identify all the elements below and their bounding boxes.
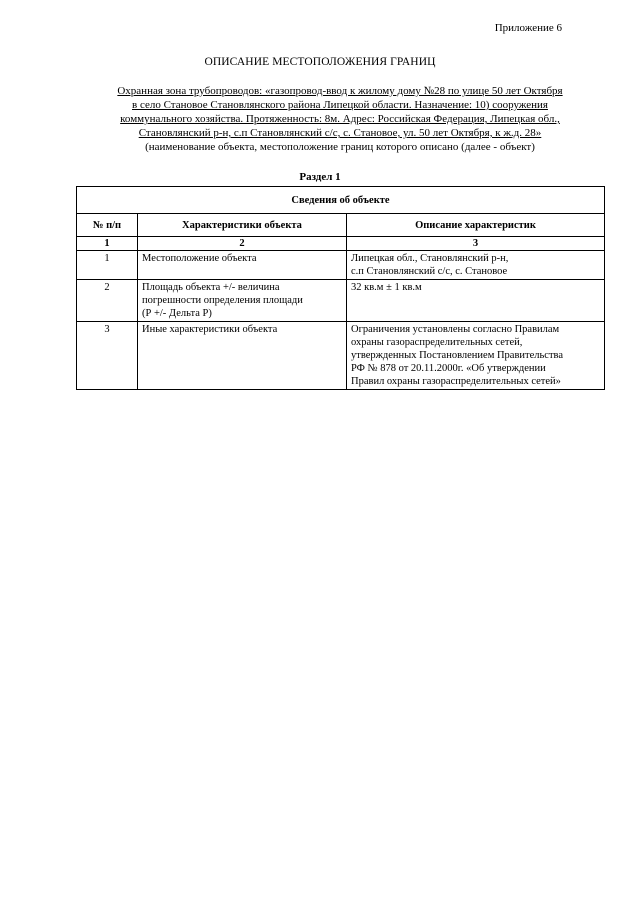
object-info-table <box>76 186 605 390</box>
section-title: Раздел 1 <box>299 171 341 183</box>
object-description-line: Охранная зона трубопроводов: «газопровод-ввод к жилому дому №28 по улице 50 лет Октября <box>117 85 563 97</box>
table-caption: Сведения об объекте <box>77 187 605 214</box>
cell-line: Правил охраны газораспределительных сетей» <box>351 376 561 387</box>
table-row <box>77 251 605 280</box>
cell-line: с.п Становлянский с/с, с. Становое <box>351 266 508 277</box>
row-number: 2 <box>77 280 138 322</box>
object-description-line: коммунального хозяйства. Протяженность: 8м. Адрес: Российская Федерация, Липецкая обл., <box>120 113 560 125</box>
document-title: ОПИСАНИЕ МЕСТОПОЛОЖЕНИЯ ГРАНИЦ <box>204 56 436 68</box>
row-characteristic <box>138 280 347 322</box>
cell-line: Иные характеристики объекта <box>142 324 278 335</box>
column-number: 1 <box>77 237 138 251</box>
table-caption-row <box>77 187 605 214</box>
cell-line: Липецкая обл., Становлянский р-н, <box>351 253 509 264</box>
row-number: 1 <box>77 251 138 280</box>
row-characteristic <box>138 251 347 280</box>
cell-line: охраны газораспределительных сетей, <box>351 337 523 348</box>
row-description <box>347 251 605 280</box>
object-description <box>76 84 604 140</box>
table-row <box>77 322 605 390</box>
cell-line: (Р +/- Дельта Р) <box>142 308 212 319</box>
object-caption: (наименование объекта, местоположение границ которого описано (далее - объект) <box>145 141 535 153</box>
row-description <box>347 322 605 390</box>
cell-line: РФ № 878 от 20.11.2000г. «Об утверждении <box>351 363 546 374</box>
cell-line: Местоположение объекта <box>142 253 257 264</box>
header-characteristic: Характеристики объекта <box>138 214 347 237</box>
row-description <box>347 280 605 322</box>
object-description-line: в село Становое Становлянского района Липецкой области. Назначение: 10) сооружения <box>132 99 548 111</box>
column-number: 3 <box>347 237 605 251</box>
cell-line: утвержденных Постановлением Правительства <box>351 350 564 361</box>
cell-line: 32 кв.м ± 1 кв.м <box>351 282 422 293</box>
appendix-label: Приложение 6 <box>494 22 562 34</box>
table-row <box>77 280 605 322</box>
row-number: 3 <box>77 322 138 390</box>
column-number-row <box>77 237 605 251</box>
object-description-line: Становлянский р-н, с.п Становлянский с/с, с. Становое, ул. 50 лет Октября, к ж.д. 28» <box>138 127 542 139</box>
cell-line: Ограничения установлены согласно Правилам <box>351 324 560 335</box>
cell-line: Площадь объекта +/- величина <box>142 282 280 293</box>
cell-line: погрешности определения площади <box>142 295 303 306</box>
header-description: Описание характеристик <box>347 214 605 237</box>
column-number: 2 <box>138 237 347 251</box>
object-description-block <box>76 84 604 154</box>
header-number: № п/п <box>77 214 138 237</box>
table-header-row <box>77 214 605 237</box>
row-characteristic <box>138 322 347 390</box>
